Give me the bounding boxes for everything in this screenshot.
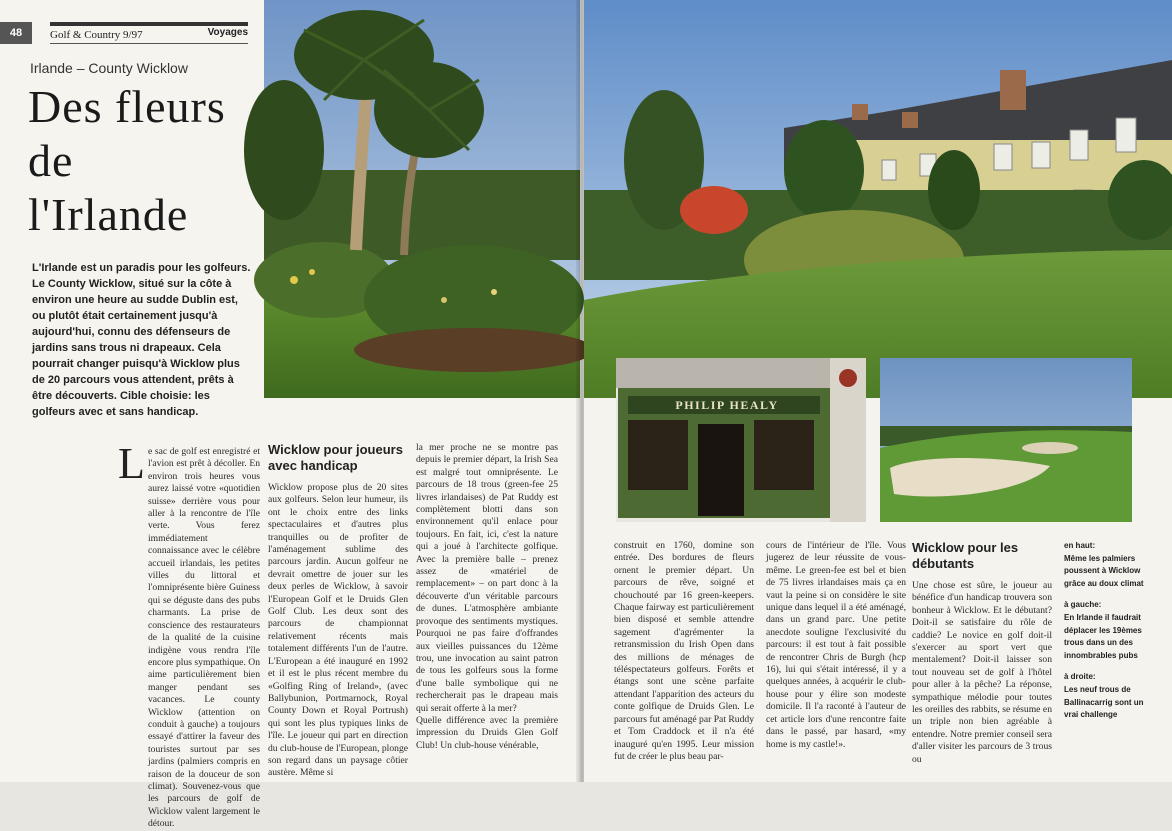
drop-cap: L bbox=[118, 439, 145, 488]
subhead-handicap: Wicklow pour joueurs avec handicap bbox=[268, 442, 403, 473]
body-column-1-text: e sac de golf est enregistré et l'avion est prêt à décoller. En environ trois heures vous aurez laissé votre «quotidien suisse» derrière vous pour aller à la rencontre de l'île verte. Vous ferez immédiatement connaissance avec le célèbre accueil irlandais, les petites villes du littoral et l'omniprésente bière Guiness qui se déguste dans des pubs charmants. La prise de conscience des restaurateurs de la qualité de la cuisine indigène vous rendra l'île encore plus sympathique. On aime particulièrement bien manger pendant ses vacances. Le county Wicklow (attention on conduit à gauche) a toujours essayé d'attirer la faveur des touristes surtout par ses jardins (palmiers compris en raison de la douceur de son climat). Souvenez-vous que les parcours de golf de Wicklow valent largement le détour. bbox=[148, 446, 260, 830]
headline-line-1: Des fleurs bbox=[28, 81, 226, 132]
page-number: 48 bbox=[0, 22, 32, 44]
left-page bbox=[0, 0, 580, 830]
pub-sign: PHILIP HEALY bbox=[675, 398, 779, 412]
caption-right-text: Les neuf trous de Ballinacarrig sont un vrai challenge bbox=[1064, 684, 1144, 720]
caption-left-label: à gauche: bbox=[1064, 600, 1102, 610]
right-page bbox=[584, 0, 1172, 782]
body-column-4-text: construit en 1760, domine son entrée. Des bordures de fleurs ornent le premier départ. Un parcours de rêve, soigné et chouchouté par 16 green-keepers. Chaque fairway est particulièrement bien disposé et semble attendre sagement d'agrémenter la retransmission du Irish Open dans des millions de ménages de téléspectateurs golfeurs. Forêts et étangs sont une scène parfaite attendant l'apparition des acteurs du conte golfique de Druids Glen. Le parcours fut aménagé par Pat Ruddy et Tom Craddock et il n'a été inauguré qu'en 1995. Leur mission fut de créer le plus beau par- bbox=[614, 540, 754, 762]
garden-photo-right bbox=[584, 0, 1172, 398]
photo-captions bbox=[1064, 540, 1160, 731]
garden-photo-left bbox=[264, 0, 580, 398]
body-column-6 bbox=[912, 540, 1052, 766]
golf-course-image bbox=[880, 358, 1132, 522]
golf-photo bbox=[880, 358, 1132, 522]
caption-right bbox=[1064, 671, 1160, 721]
headline bbox=[28, 80, 258, 242]
manor-image bbox=[584, 0, 1172, 398]
lead-paragraph: L'Irlande est un paradis pour les golfeurs. Le County Wicklow, situé sur la côte à environ une heure au sudde Dublin est, ou plutôt était certainement jusqu'à aujourd'hui, connu des défenseurs de jardins sans trous ni drapeaux. Cela pourrait changer puisqu'à Wicklow plus de 20 parcours vous attendent, prêts à être découverts. Cible choisie: les golfeurs avec et sans handicap. bbox=[32, 262, 251, 418]
pub-photo bbox=[616, 358, 866, 522]
caption-right-label: à droite: bbox=[1064, 672, 1096, 682]
body-column-6-text: Une chose est sûre, le joueur au bénéfice d'un handicap trouvera son bonheur à Wicklow. Et le débutant? Doit-il se satisfaire du rôle de caddie? Le novice en golf doit-il s'exercer au sport vert que mentalement? Doit-il laisser son tout nouveau set de golf à l'hôtel pour aller à la pêche? La réponse, sympathique mélodie pour toutes les oreilles des rabbits, se résume en un triple non bien agréable à entendre. Notre premier conseil sera d'aller visiter les parcours de 3 trous ou bbox=[912, 580, 1052, 765]
caption-left-text: En Irlande il faudrait déplacer les 19èmes trous dans un des innombrables pubs bbox=[1064, 612, 1142, 660]
body-column-4 bbox=[614, 540, 754, 763]
body-column-2 bbox=[268, 442, 408, 780]
body-column-1 bbox=[118, 439, 260, 831]
running-head bbox=[50, 22, 248, 44]
kicker: Irlande – County Wicklow bbox=[30, 60, 188, 76]
magazine-title: Golf & Country 9/97 bbox=[50, 29, 143, 41]
body-column-3-text: la mer proche ne se montre pas depuis le premier départ, la Irish Sea est malgré tout omniprésente. Le parcours de 18 trous (green-fee 25 livres irlandaises) de Pat Ruddy est complètement blotti dans son environnement qu'il enlace pour toujours. En fait, ici, c'est la nature qui a joué à l'architecte golfique. Avec la première balle – prenez assez de «matériel de remplacement» – on part donc à la découverte d'un véritable parcours de dunes. L'atmosphère ambiante provoque des sentiments mystiques. Pourquoi ne pas faire d'offrandes aux vieilles puissances du 12ème trou, une invocation au saint patron de tous les golfeurs sous la forme d'une balle symbolique qui ne rechercherait pas le drapeau mais qui serait offerte à la mer? Quelle différence avec la première impression du Druids Glen Golf Club! Un club-house vénérable, bbox=[416, 442, 558, 751]
body-column-2-text: Wicklow propose plus de 20 sites aux golfeurs. Selon leur humeur, ils ont le choix entre des links spectaculaires et d'autres plus tranquilles ou de profiter de l'aménagement sublime des parcours jardin. Aucun golfeur ne devrait omettre de jouer sur les deux perles de Wicklow, à savoir l'European Golf et le Druids Glen Golf Club. Les deux sont des parcours de championnat relativement récents mais totalement différents l'un de l'autre. L'European a été inauguré en 1992 et il est le plus récent membre du «Golfing Ring of Ireland», (avec Ballybunion, Portmarnock, Royal County Down et Royal Portrush) qui sont les plus typiques links de l'île. Le joueur qui part en direction du club-house de l'European, plonge son regard dans un paysage côtier austère. Même si bbox=[268, 482, 408, 779]
caption-top-label: en haut: bbox=[1064, 541, 1096, 550]
section-name: Voyages bbox=[207, 27, 248, 38]
pub-image bbox=[616, 358, 866, 522]
caption-top bbox=[1064, 540, 1160, 590]
subhead-beginners: Wicklow pour les débutants bbox=[912, 540, 1019, 571]
body-column-3 bbox=[416, 442, 558, 752]
headline-line-2: de bbox=[28, 135, 74, 186]
headline-line-3: l'Irlande bbox=[28, 189, 189, 240]
caption-top-text: Même les palmiers poussent à Wicklow grâce au doux climat bbox=[1064, 553, 1144, 588]
caption-left bbox=[1064, 599, 1160, 662]
garden-image bbox=[264, 0, 580, 398]
body-column-5 bbox=[766, 540, 906, 751]
body-column-5-text: cours de l'intérieur de l'île. Vous jugerez de leur réussite de vous-même. Le green-fee est bel et bien de 75 livres irlandaises mais ça en vaut la peine si on considère le site unique dans lequel il a été aménagé, dans un grand parc. Une petite anecdote souligne l'exclusivité du parcours: il est tout à fait possible de rencontrer Chris de Burgh (hcp 16), lui qui s'était intéressé, il y a quelques années, à acquérir le club-house pour y élire son modeste domicile. Il l'a raconté à l'auteur de cet article lors d'une rencontre faite dans le passé, par hasard, «my home is my castle!». bbox=[766, 540, 906, 750]
